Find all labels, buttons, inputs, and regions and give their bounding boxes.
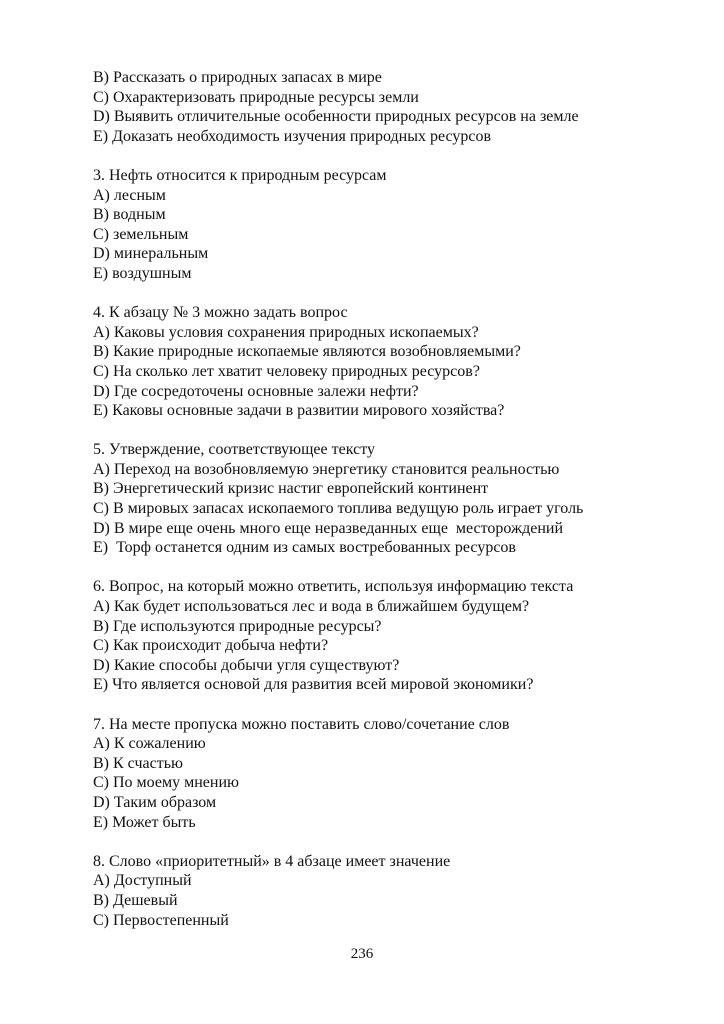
document-body [93,68,693,950]
answer-option: B) водным [93,206,166,224]
answer-option: E) Может быть [93,813,196,831]
answer-option: E) Что является основой для развития всей мировой экономики? [93,676,534,694]
answer-option: B) Энергетический кризис настиг европейский континент [93,480,489,498]
answer-option: D) Таким образом [93,793,217,811]
question-block [93,68,693,146]
answer-option: E) Торф останется одним из самых востребованных ресурсов [93,539,516,557]
answer-option: B) Дешевый [93,891,178,909]
answer-option: C) Первостепенный [93,911,229,929]
answer-option: C) земельным [93,225,189,243]
answer-option: B) Где используются природные ресурсы? [93,617,382,635]
answer-option: B) Какие природные ископаемые являются возобновляемыми? [93,343,521,361]
answer-option: A) лесным [93,186,166,204]
question-block [93,852,693,930]
question-block [93,577,693,695]
answer-option: C) Как происходит добыча нефти? [93,637,329,655]
answer-option: C) На сколько лет хватит человеку природных ресурсов? [93,362,480,380]
answer-option: A) Переход на возобновляемую энергетику становится реальностью [93,460,560,478]
answer-option: E) Каковы основные задачи в развитии мирового хозяйства? [93,402,505,420]
answer-option: D) Где сосредоточены основные залежи нефти? [93,382,419,400]
answer-option: A) Каковы условия сохранения природных ископаемых? [93,323,479,341]
page-number: 236 [350,946,374,962]
question-text: 3. Нефть относится к природным ресурсам [93,166,387,184]
question-block [93,440,693,558]
question-text: 5. Утверждение, соответствующее тексту [93,441,375,459]
question-block [93,166,693,284]
answer-option: E) Доказать необходимость изучения природных ресурсов [93,127,492,145]
answer-option: D) минеральным [93,245,209,263]
answer-option: B) Рассказать о природных запасах в мире [93,69,382,86]
answer-option: A) Как будет использоваться лес и вода в ближайшем будущем? [93,598,530,616]
question-text: 8. Слово «приоритетный» в 4 абзаце имеет значение [93,852,451,870]
answer-option: C) Охарактеризовать природные ресурсы земли [93,88,419,106]
question-text: 6. Вопрос, на который можно ответить, используя информацию текста [93,578,574,596]
answer-option: C) В мировых запасах ископаемого топлива ведущую роль играет уголь [93,500,584,518]
answer-option: D) Какие способы добычи угля существуют? [93,656,400,674]
answer-option: A) Доступный [93,872,192,890]
question-text: 7. На месте пропуска можно поставить слово/сочетание слов [93,715,510,733]
answer-option: C) По моему мнению [93,774,239,792]
question-block [93,715,693,833]
answer-option: D) Выявить отличительные особенности природных ресурсов на земле [93,108,579,126]
answer-option: E) воздушным [93,264,192,282]
answer-option: D) В мире еще очень много еще неразведанных еще месторождений [93,519,564,537]
question-text: 4. К абзацу № 3 можно задать вопрос [93,304,348,322]
answer-option: A) К сожалению [93,735,206,753]
answer-option: B) К счастью [93,754,183,772]
question-block [93,303,693,421]
